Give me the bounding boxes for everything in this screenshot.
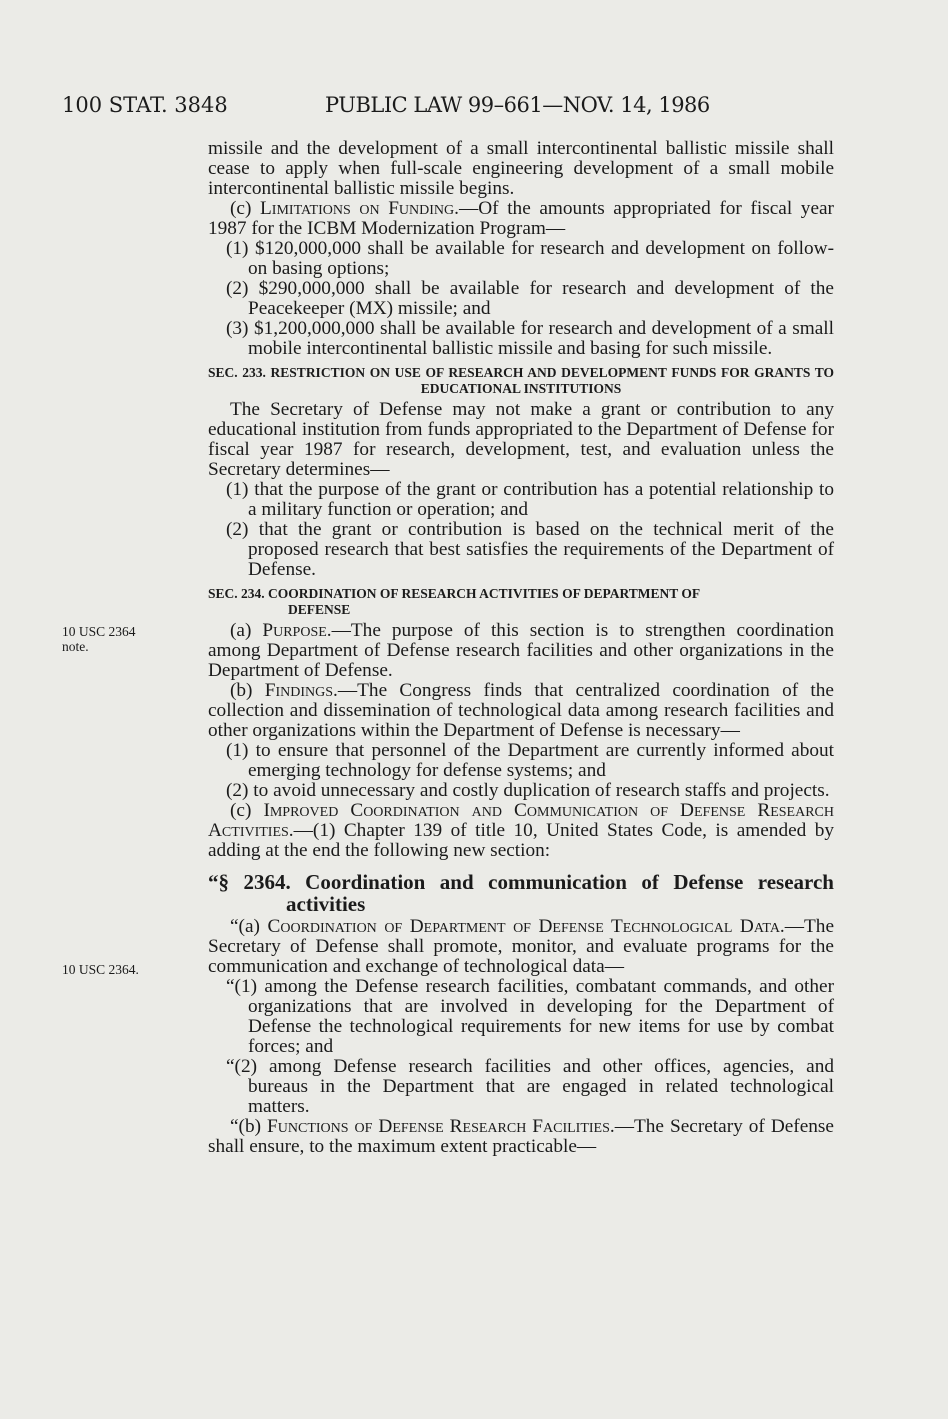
section-233-heading: SEC. 233. RESTRICTION ON USE OF RESEARCH AND DEVELOPMENT FUNDS FOR GRANTS TO EDUCATIONAL INSTITUTIONS	[208, 365, 835, 396]
list-item: (2) to avoid unnecessary and costly duplication of research staffs and projects.	[226, 780, 830, 801]
section-234-heading: SEC. 234. COORDINATION OF RESEARCH ACTIVITIES OF DEPARTMENT OF DEFENSE	[208, 586, 701, 617]
quoted-subsection-b: “(b) Functions of Defense Research Facilities.—The Secretary of Defense shall ensure, to the maximum extent practicable—	[208, 1116, 834, 1157]
quoted-subsection-a: “(a) Coordination of Department of Defense Technological Data.—The Secretary of Defense shall promote, monitor, and evaluate programs for the communication and exchange of technological data—	[208, 916, 835, 977]
list-item: “(2) among Defense research facilities and other offices, agencies, and bureaus in the Department that are engaged in related technological matters.	[226, 1056, 834, 1117]
subsection-a-purpose: (a) Purpose.—The purpose of this section is to strengthen coordination among Department of Defense research facilities and other organizations in the Department of Defense.	[208, 620, 834, 681]
subsection-heading: Findings.	[264, 680, 338, 701]
document-body	[208, 139, 834, 1157]
list-item: (1) $120,000,000 shall be available for research and development on follow-on basing options;	[226, 238, 834, 279]
subsection-heading: Purpose.	[262, 620, 332, 641]
statute-page-number: 100 STAT. 3848	[62, 93, 228, 117]
subsection-c-improved-coordination: (c) Improved Coordination and Communication of Defense Research Activities.—(1) Chapter 139 of title 10, United States Code, is amended by adding at the end the following new section:	[208, 800, 834, 861]
subsection-heading: Functions of Defense Research Facilities.	[267, 1116, 615, 1137]
paragraph: missile and the development of a small intercontinental ballistic missile shall cease to apply when full-scale engineering development of a small mobile intercontinental ballistic missile begins.	[208, 138, 834, 199]
list-item: (1) to ensure that personnel of the Department are currently informed about emerging technology for defense systems; and	[226, 740, 834, 781]
margin-note-line: 10 USC 2364	[62, 624, 136, 639]
subsection-b-findings: (b) Findings.—The Congress finds that centralized coordination of the collection and dissemination of technological data among research facilities and other organizations within the Department of Defense is necessary—	[208, 680, 834, 741]
paragraph: The Secretary of Defense may not make a grant or contribution to any educational institution from funds appropriated to the Department of Defense for fiscal year 1987 for research, development, test, and evaluation unless the Secretary determines—	[208, 399, 834, 480]
margin-note-10-usc-2364: 10 USC 2364.	[62, 962, 139, 977]
margin-note-10-usc-2364-note	[62, 624, 136, 654]
list-item: (1) that the purpose of the grant or contribution has a potential relationship to a military function or operation; and	[226, 479, 834, 520]
subsection-c-limitations: (c) Limitations on Funding.—Of the amounts appropriated for fiscal year 1987 for the ICBM Modernization Program—	[208, 198, 834, 239]
list-item: (3) $1,200,000,000 shall be available for research and development of a small mobile intercontinental ballistic missile and basing for such missile.	[226, 318, 834, 359]
list-item: “(1) among the Defense research facilities, combatant commands, and other organizations that are involved in developing for the Department of Defense the technological requirements for new items for use by combat forces; and	[226, 976, 834, 1057]
section-2364-title: “§ 2364. Coordination and communication of Defense research activities	[208, 870, 834, 916]
subsection-heading: Coordination of Department of Defense Technological Data.	[267, 916, 785, 937]
running-head-law: PUBLIC LAW 99–661—NOV. 14, 1986	[325, 93, 710, 117]
subsection-heading: Improved Coordination and Communication of Defense Research Activities.	[208, 800, 834, 841]
list-item: (2) $290,000,000 shall be available for research and development of the Peacekeeper (MX) missile; and	[226, 278, 834, 319]
list-item: (2) that the grant or contribution is based on the technical merit of the proposed research that best satisfies the requirements of the Department of Defense.	[226, 519, 834, 580]
margin-note-line: note.	[62, 639, 89, 654]
subsection-heading: Limitations on Funding.	[260, 198, 459, 219]
